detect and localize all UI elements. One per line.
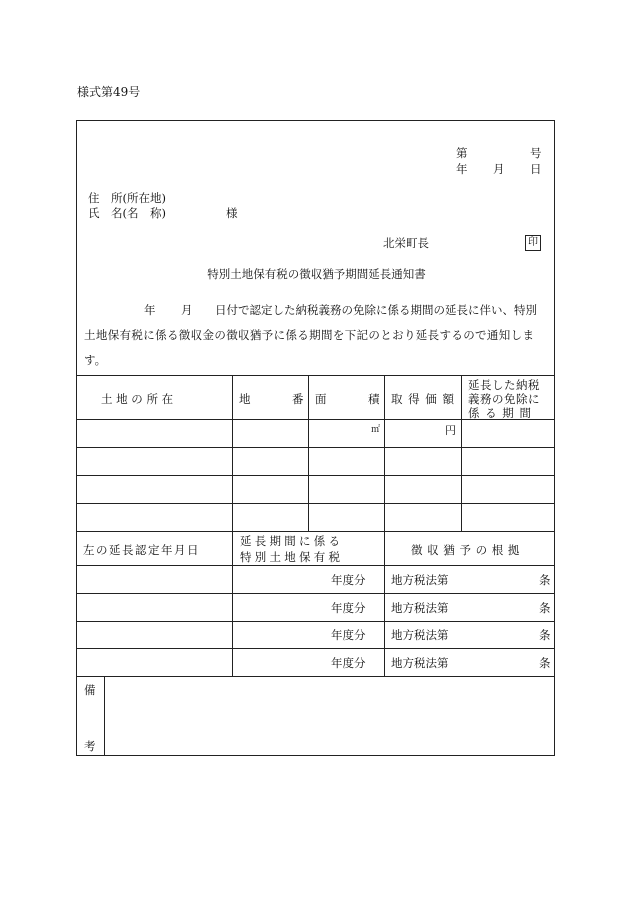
fiscal-year-label: 年度分: [331, 628, 366, 642]
table2-row-border: [77, 648, 554, 649]
law-label: 地方税法第: [391, 656, 449, 670]
article-label: 条: [539, 573, 551, 587]
header-tax-line1: 延 長 期 間 に 係 る: [240, 534, 340, 548]
table1-col-divider: [461, 375, 462, 531]
law-label: 地方税法第: [391, 573, 449, 587]
table1-top-border: [77, 375, 554, 376]
fiscal-year-label: 年度分: [331, 656, 366, 670]
header-lot-left: 地: [239, 392, 251, 406]
date-month: 月: [493, 162, 505, 176]
header-location: [101, 391, 205, 407]
table1-col-divider: [384, 375, 385, 531]
number-suffix: 号: [530, 146, 542, 160]
table1-row-border: [77, 503, 554, 504]
header-approval-date: 左の延長認定年月日: [83, 543, 200, 557]
date-year: 年: [456, 162, 468, 176]
body-line2: 土地保有税に係る徴収金の徴収猶予に係る期間を下記のとおり延長するので通知しま: [84, 328, 535, 342]
header-area-left: 面: [315, 392, 327, 406]
honorific: 様: [226, 206, 238, 220]
law-label: 地方税法第: [391, 628, 449, 642]
fiscal-year-label: 年度分: [331, 573, 366, 587]
header-lot-right: 番: [292, 392, 304, 406]
header-extended-line3: 係 る 期 間: [468, 406, 532, 420]
law-label: 地方税法第: [391, 601, 449, 615]
remarks-divider: [104, 676, 105, 755]
header-area-right: 積: [368, 392, 380, 406]
table2-header-border: [77, 565, 554, 566]
body-line1: 日付で認定した納税義務の免除に係る期間の延長に伴い、特別: [215, 303, 537, 317]
form-number-label: 様式第49号: [77, 85, 141, 99]
header-price: 取 得 価 額: [391, 392, 455, 406]
number-prefix: 第: [456, 146, 468, 160]
remarks-label-bottom: 考: [84, 739, 96, 753]
remarks-label-top: 備: [84, 683, 96, 697]
header-extended-line2: 義務の免除に: [468, 392, 540, 406]
issuer-title: 北栄町長: [383, 236, 429, 250]
table1-row-border: [77, 475, 554, 476]
table2-col-divider: [232, 531, 233, 676]
header-basis: 徴 収 猶 予 の 根 拠: [411, 543, 520, 557]
fiscal-year-label: 年度分: [331, 601, 366, 615]
header-tax-line2: 特 別 土 地 保 有 税: [240, 550, 340, 564]
body-month: 月: [181, 303, 193, 317]
table1-col-divider: [308, 375, 309, 531]
remarks-top-border: [77, 676, 554, 677]
table1-row-border: [77, 447, 554, 448]
price-unit: 円: [445, 424, 456, 437]
body-line3: す。: [84, 353, 107, 367]
name-label: 氏 名(名 称): [88, 206, 166, 220]
table1-col-divider: [232, 375, 233, 531]
article-label: 条: [539, 628, 551, 642]
official-seal: 印: [525, 235, 541, 251]
notice-form: [76, 120, 555, 756]
area-unit: ㎡: [371, 425, 381, 435]
table2-top-border: [77, 531, 554, 532]
table2-row-border: [77, 621, 554, 622]
article-label: 条: [539, 656, 551, 670]
table2-col-divider: [384, 531, 385, 676]
table2-row-border: [77, 593, 554, 594]
header-location-text: 土 地 の 所 在: [101, 392, 174, 406]
document-title: 特別土地保有税の徴収猶予期間延長通知書: [207, 267, 426, 281]
article-label: 条: [539, 601, 551, 615]
date-day: 日: [530, 162, 542, 176]
address-label: 住 所(所在地): [88, 191, 166, 205]
header-extended-line1: 延長した納税: [468, 378, 540, 392]
body-year: 年: [144, 303, 156, 317]
